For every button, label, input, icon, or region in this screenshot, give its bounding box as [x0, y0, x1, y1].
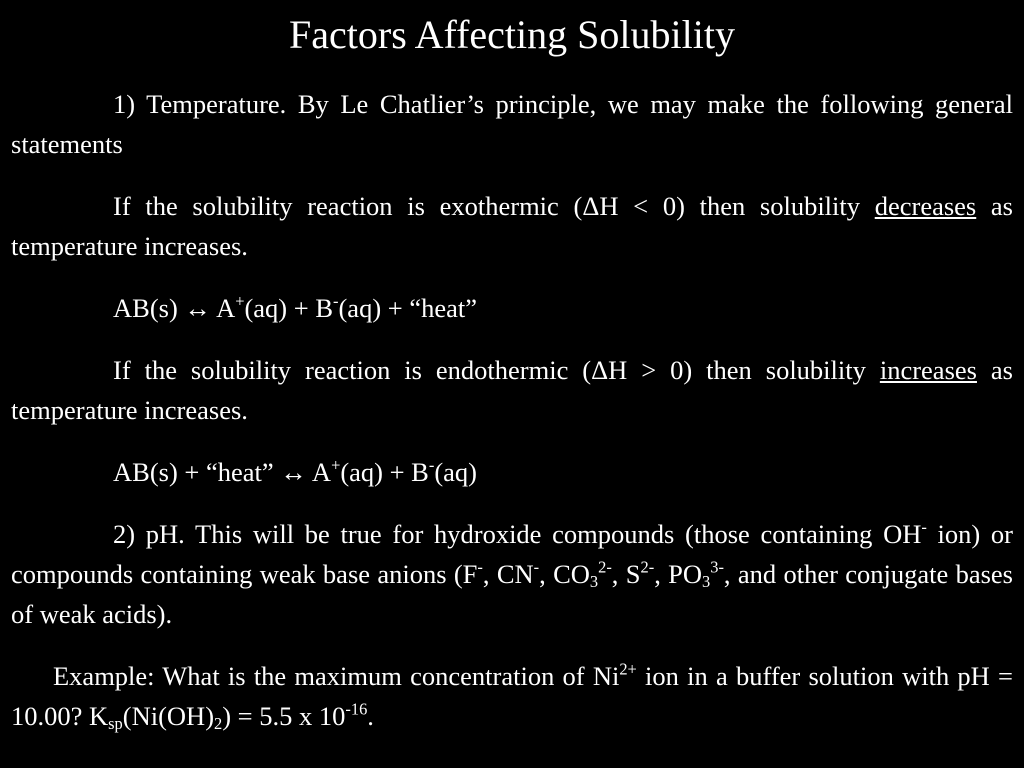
oh2-subscript: 2 — [214, 714, 223, 734]
endothermic-paragraph — [11, 350, 1013, 430]
eq1-part-a: AB(s) ↔ A — [113, 293, 236, 323]
ph-text-6: , PO — [654, 559, 703, 589]
example-text-1: Example: What is the maximum concentration of Ni — [53, 661, 620, 691]
ksp-subscript: sp — [108, 714, 123, 734]
decreases-word: decreases — [874, 191, 977, 221]
eq1-a-charge: + — [235, 291, 245, 311]
eq1-b-charge: - — [333, 291, 339, 311]
exothermic-paragraph — [11, 186, 1013, 266]
eq2-part-a: AB(s) + “heat” ↔ A — [113, 457, 332, 487]
eq2-part-b: (aq) + B — [340, 457, 429, 487]
eq2-b-charge: - — [428, 455, 435, 475]
example-paragraph — [11, 656, 1013, 736]
cn-charge: - — [533, 557, 540, 577]
exothermic-equation — [11, 288, 1013, 328]
ph-paragraph — [11, 514, 1013, 634]
oh-charge: - — [921, 517, 927, 537]
eq2-part-c: (aq) — [434, 457, 478, 487]
example-text-3: (Ni(OH) — [122, 701, 215, 731]
ph-text-5: , S — [611, 559, 641, 589]
endothermic-text: If the solubility reaction is endothermic (ΔH > 0) then solubility — [113, 355, 880, 385]
slide-title: Factors Affecting Solubility — [289, 12, 735, 57]
temperature-paragraph — [11, 84, 1013, 164]
ni-charge: 2+ — [619, 659, 637, 679]
ph-text-2: ion) or compounds containing weak base anions (F — [11, 519, 1014, 589]
endothermic-text-end: as temperature increases. — [11, 355, 1013, 425]
increases-word: increases — [879, 355, 977, 385]
f-charge: - — [477, 557, 483, 577]
ph-text-4: , CO — [539, 559, 590, 589]
example-text-2: ion in a buffer solution with pH = 10.00? K — [11, 661, 1013, 731]
co3-subscript: 3 — [589, 572, 599, 592]
exothermic-text: If the solubility reaction is exothermic (ΔH < 0) then solubility — [113, 191, 875, 221]
co3-charge: 2- — [598, 557, 612, 577]
ph-text-1: 2) pH. This will be true for hydroxide compounds (those containing OH — [113, 519, 922, 549]
exponent: -16 — [345, 699, 368, 719]
temperature-text: 1) Temperature. By Le Chatlier’s principle, we may make the following general statements — [11, 89, 1013, 159]
endothermic-equation — [11, 452, 1013, 492]
eq2-a-charge: + — [331, 455, 341, 475]
po3-subscript: 3 — [702, 572, 711, 592]
ph-text-7: , and other conjugate bases of weak acids). — [11, 559, 1013, 629]
example-text-4: ) = 5.5 x 10 — [222, 701, 346, 731]
example-text-5: . — [367, 701, 374, 731]
ph-text-3: , CN — [482, 559, 534, 589]
eq1-part-b: (aq) + B — [244, 293, 334, 323]
exothermic-text-end: as temperature increases. — [11, 191, 1013, 261]
eq1-part-c: (aq) + “heat” — [338, 293, 478, 323]
s-charge: 2- — [640, 557, 655, 577]
po3-charge: 3- — [710, 557, 724, 577]
